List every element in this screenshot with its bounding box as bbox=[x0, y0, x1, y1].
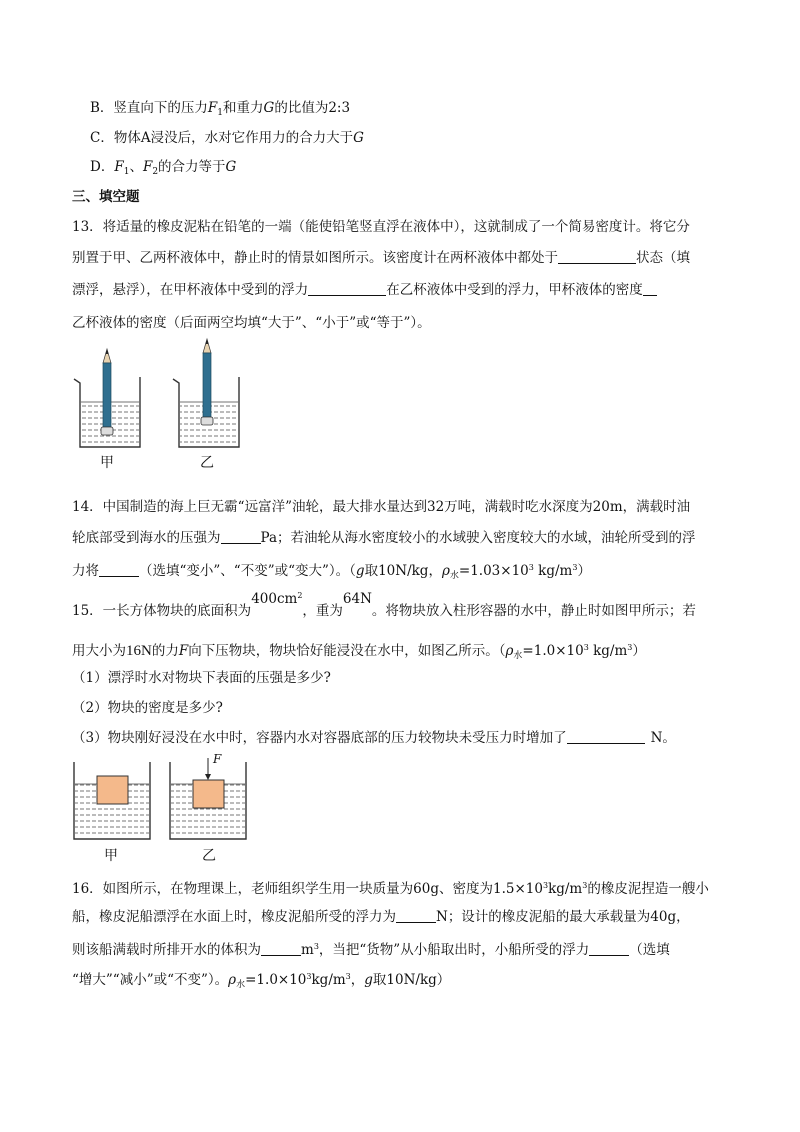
answer-blank[interactable] bbox=[567, 729, 645, 744]
subscript: 2 bbox=[152, 167, 159, 177]
q15-text: （3）物块刚好浸没在水中时，容器内水对容器底部的压力较物块未受压力时增加了 bbox=[72, 730, 567, 746]
superscript: 3 bbox=[313, 942, 319, 951]
symbol-g: G bbox=[225, 159, 237, 175]
q16-text: kg/m bbox=[311, 972, 346, 988]
option-d-mid: 的合力等于 bbox=[158, 159, 226, 175]
block-container-figure bbox=[68, 752, 268, 842]
q15-text: ，重为 bbox=[302, 603, 343, 619]
q15-sub2: （2）物块的密度是多少? bbox=[72, 700, 223, 716]
pencil-hydrometer-a bbox=[101, 349, 113, 435]
q16-line4 bbox=[72, 967, 450, 995]
answer-blank[interactable] bbox=[261, 941, 301, 956]
symbol-f: F bbox=[207, 100, 218, 116]
symbol-f2: F bbox=[142, 159, 153, 175]
q16-text: ，当把“货物”从小船取出时，小船所受的浮力 bbox=[318, 942, 590, 958]
superscript: 3 bbox=[572, 563, 578, 572]
separator: 、 bbox=[129, 159, 143, 175]
q15-line2 bbox=[72, 638, 646, 666]
q15-sub1: （1）漂浮时水对物块下表面的压强是多少? bbox=[72, 670, 331, 686]
figure-caption-b: 乙 bbox=[200, 455, 214, 471]
q14-text: =1.03×10 bbox=[458, 563, 529, 579]
weight-value: 64N bbox=[342, 591, 372, 607]
subscript: 水 bbox=[236, 980, 246, 990]
superscript: 3 bbox=[583, 643, 589, 652]
q14-text: 取10N/kg， bbox=[364, 563, 442, 579]
q15-text: 向下压物块，物块恰好能浸没在水中，如图乙所示。（ bbox=[188, 643, 506, 659]
pencil-hydrometer-b bbox=[201, 339, 213, 425]
container-a bbox=[74, 762, 150, 839]
q14-text: 力将 bbox=[72, 563, 99, 579]
wood-block-a bbox=[97, 776, 128, 804]
figure-caption-b: 乙 bbox=[202, 848, 216, 864]
option-b bbox=[90, 98, 350, 123]
superscript: 3 bbox=[306, 972, 312, 981]
q16-text: N；设计的橡皮泥船的最大承载量为40g， bbox=[436, 909, 690, 925]
q13-text: 在乙杯液体中受到的浮力，甲杯液体的密度 bbox=[386, 282, 643, 298]
q13-line3 bbox=[72, 280, 657, 300]
q13-line1: 13．将适量的橡皮泥粘在铅笔的一端（能使铅笔竖直浮在液体中），这就制成了一个简易密度计。将它分 bbox=[72, 219, 690, 235]
q16-line1 bbox=[72, 876, 709, 899]
answer-blank[interactable] bbox=[558, 249, 636, 264]
symbol-f1: F bbox=[114, 159, 124, 175]
answer-blank[interactable] bbox=[589, 941, 629, 956]
wood-block-b bbox=[193, 780, 224, 808]
q16-line2 bbox=[72, 907, 690, 927]
q15-text: 的力 bbox=[151, 643, 179, 659]
q15-text: ） bbox=[632, 643, 646, 659]
symbol-rho: ρ bbox=[441, 563, 450, 579]
subscript: 1 bbox=[123, 167, 130, 177]
q14-text: Pa；若油轮从海水密度较小的水域驶入密度较大的水域，油轮所受到的浮 bbox=[260, 530, 696, 546]
q14-line3 bbox=[72, 558, 591, 586]
force-label: F bbox=[213, 752, 222, 766]
q14-line2 bbox=[72, 528, 696, 548]
q14-text: （选填“变小”、“不变”或“变大”）。（ bbox=[139, 563, 356, 579]
q14-line1: 14．中国制造的海上巨无霸“远富洋”油轮，最大排水量达到32万吨，满载时吃水深度为20m，满载时油 bbox=[72, 499, 691, 515]
q16-text: 的橡皮泥捏造一艘小 bbox=[587, 881, 709, 897]
q13-text: 别置于甲、乙两杯液体中，静止时的情景如图所示。该密度计在两杯液体中都处于 bbox=[72, 250, 558, 266]
q13-line4: 乙杯液体的密度（后面两空均填“大于”、“小于”或“等于”）。 bbox=[72, 315, 431, 331]
q15-text: =1.0×10 bbox=[522, 643, 584, 659]
q16-text: 取10N/kg） bbox=[372, 972, 451, 988]
symbol-g: g bbox=[355, 563, 365, 579]
q16-text: m bbox=[301, 942, 314, 958]
q16-text: （选填 bbox=[629, 942, 670, 958]
superscript: 2 bbox=[297, 591, 303, 600]
answer-blank[interactable] bbox=[221, 529, 261, 544]
symbol-g: G bbox=[353, 130, 364, 146]
option-b-mid: 和重力 bbox=[223, 100, 264, 116]
q16-line3 bbox=[72, 937, 670, 960]
q13-text: 漂浮，悬浮），在甲杯液体中受到的浮力 bbox=[72, 282, 309, 298]
q16-text: 16．如图所示，在物理课上，老师组织学生用一块质量为60g、密度为1.5×10 bbox=[72, 881, 543, 897]
option-d bbox=[90, 157, 236, 182]
q15-text: 15．一长方体物块的底面积为 bbox=[72, 603, 252, 619]
q16-text: 则该船满载时所排开水的体积为 bbox=[72, 942, 261, 958]
symbol-g: g bbox=[364, 972, 373, 988]
option-b-tail: 的比值为2:3 bbox=[274, 100, 351, 116]
q16-text: 船，橡皮泥船漂浮在水面上时，橡皮泥船所受的浮力为 bbox=[72, 909, 396, 925]
area-value bbox=[251, 591, 302, 607]
superscript: 3 bbox=[345, 972, 351, 981]
beaker-a bbox=[74, 349, 140, 447]
subscript: 水 bbox=[513, 651, 523, 661]
figure-caption-a: 甲 bbox=[100, 455, 114, 471]
symbol-rho: ρ bbox=[228, 972, 237, 988]
beaker-b bbox=[173, 339, 239, 447]
area-text: 400cm bbox=[251, 591, 298, 607]
answer-blank[interactable] bbox=[643, 281, 657, 296]
q16-text: ， bbox=[350, 972, 365, 988]
q16-text: =1.0×10 bbox=[245, 972, 307, 988]
q15-sub3 bbox=[72, 728, 676, 748]
q15-line1 bbox=[72, 591, 696, 621]
option-c-text: C．物体A浸没后，水对它作用力的合力大于 bbox=[90, 130, 354, 146]
subscript: 水 bbox=[449, 571, 459, 581]
answer-blank[interactable] bbox=[308, 281, 386, 296]
answer-blank[interactable] bbox=[396, 908, 436, 923]
option-d-text: D． bbox=[90, 159, 115, 175]
q16-text: kg/m bbox=[548, 881, 583, 897]
q14-text: kg/m bbox=[533, 563, 573, 579]
superscript: 3 bbox=[542, 881, 549, 890]
option-c bbox=[90, 128, 364, 148]
subscript: 1 bbox=[217, 108, 224, 118]
q15-text: 用大小为 bbox=[72, 643, 126, 659]
symbol-g: G bbox=[263, 100, 275, 116]
q13-line2 bbox=[72, 248, 690, 268]
figure-caption-a: 甲 bbox=[104, 848, 118, 864]
q14-text: ） bbox=[577, 563, 591, 579]
q15-text: N。 bbox=[650, 730, 676, 746]
section-title: 三、填空题 bbox=[72, 189, 140, 205]
hydrometer-figure bbox=[70, 337, 270, 450]
q13-text: 状态（填 bbox=[636, 250, 690, 266]
q15-text: 。将物块放入柱形容器的水中，静止时如图甲所示；若 bbox=[371, 603, 696, 619]
q14-text: 轮底部受到海水的压强为 bbox=[72, 530, 221, 546]
force-value: 16N bbox=[126, 643, 152, 659]
superscript: 3 bbox=[627, 643, 633, 652]
option-b-text: B．竖直向下的压力 bbox=[90, 100, 208, 116]
symbol-rho: ρ bbox=[505, 643, 514, 659]
symbol-f: F bbox=[178, 643, 189, 659]
arrow-head-icon bbox=[205, 774, 211, 780]
superscript: 3 bbox=[582, 881, 588, 890]
q16-text: “增大”“减小”或“不变”）。 bbox=[72, 972, 229, 988]
container-b bbox=[170, 758, 246, 839]
q15-text: kg/m bbox=[588, 643, 628, 659]
answer-blank[interactable] bbox=[99, 562, 139, 577]
superscript: 3 bbox=[528, 563, 534, 572]
